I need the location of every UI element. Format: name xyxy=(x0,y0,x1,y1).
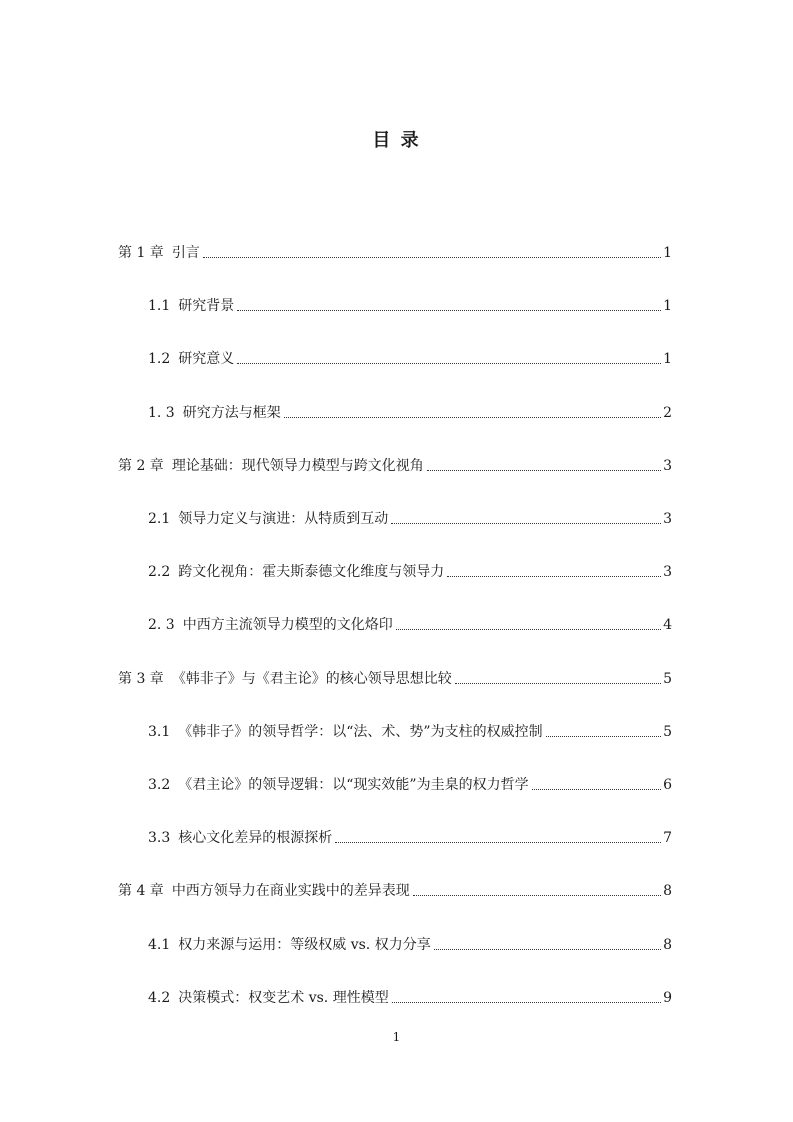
dot-leader xyxy=(396,628,661,630)
dot-leader xyxy=(434,948,661,950)
entry-title: 领导力定义与演进：从特质到互动 xyxy=(178,511,389,527)
dot-leader xyxy=(392,1001,661,1003)
toc-section-entry[interactable] xyxy=(148,612,672,634)
entry-page-number: 8 xyxy=(663,883,672,899)
toc-section-entry[interactable] xyxy=(148,400,672,422)
entry-page-number: 3 xyxy=(663,458,672,474)
entry-page-number: 8 xyxy=(663,937,672,953)
entry-number: 第 1 章 xyxy=(118,245,164,261)
entry-title: 跨文化视角：霍夫斯泰德文化维度与领导力 xyxy=(178,564,445,580)
dot-leader xyxy=(237,309,661,311)
entry-number: 第 3 章 xyxy=(118,671,164,687)
entry-page-number: 3 xyxy=(663,564,672,580)
entry-number: 4.2 xyxy=(148,990,171,1006)
dot-leader xyxy=(203,256,661,258)
entry-title: 《韩非子》的领导哲学：以“法、术、势”为支柱的权威控制 xyxy=(178,724,543,740)
entry-page-number: 3 xyxy=(663,511,672,527)
dot-leader xyxy=(455,682,661,684)
toc-section-entry[interactable] xyxy=(148,932,672,954)
entry-number: 1.2 xyxy=(148,351,171,367)
dot-leader xyxy=(391,522,661,524)
page-number: 1 xyxy=(392,1030,401,1044)
dot-leader xyxy=(413,894,661,896)
entry-number: 第 4 章 xyxy=(118,883,164,899)
toc-section-entry[interactable] xyxy=(148,719,672,741)
entry-page-number: 4 xyxy=(663,617,672,633)
toc-chapter-entry[interactable] xyxy=(118,878,672,900)
entry-title: 引言 xyxy=(171,245,200,261)
toc-section-entry[interactable] xyxy=(148,346,672,368)
dot-leader xyxy=(532,788,661,790)
entry-page-number: 9 xyxy=(663,990,672,1006)
entry-page-number: 1 xyxy=(663,298,672,314)
entry-title: 理论基础：现代领导力模型与跨文化视角 xyxy=(171,458,424,474)
dot-leader xyxy=(335,841,661,843)
entry-page-number: 6 xyxy=(663,777,672,793)
entry-number: 2.1 xyxy=(148,511,171,527)
entry-title: 《君主论》的领导逻辑：以“现实效能”为圭臬的权力哲学 xyxy=(178,777,529,793)
entry-title: 《韩非子》与《君主论》的核心领导思想比较 xyxy=(171,671,452,687)
entry-page-number: 5 xyxy=(663,671,672,687)
toc-section-entry[interactable] xyxy=(148,825,672,847)
entry-title: 权力来源与运用：等级权威 vs. 权力分享 xyxy=(178,937,431,953)
entry-number: 3.2 xyxy=(148,777,171,793)
entry-title: 决策模式：权变艺术 vs. 理性模型 xyxy=(178,990,389,1006)
toc-section-entry[interactable] xyxy=(148,506,672,528)
dot-leader xyxy=(237,362,661,364)
entry-page-number: 2 xyxy=(663,405,672,421)
entry-title: 中西方主流领导力模型的文化烙印 xyxy=(182,617,393,633)
entry-number: 1. 3 xyxy=(148,405,175,421)
entry-page-number: 1 xyxy=(663,245,672,261)
dot-leader xyxy=(447,575,661,577)
entry-page-number: 7 xyxy=(663,830,672,846)
page-title: 目 录 xyxy=(372,130,421,151)
toc-section-entry[interactable] xyxy=(148,772,672,794)
toc-section-entry[interactable] xyxy=(148,985,672,1007)
entry-number: 3.1 xyxy=(148,724,171,740)
toc-section-entry[interactable] xyxy=(148,293,672,315)
toc-section-entry[interactable] xyxy=(148,559,672,581)
entry-page-number: 1 xyxy=(663,351,672,367)
entry-number: 2.2 xyxy=(148,564,171,580)
dot-leader xyxy=(284,416,661,418)
toc-chapter-entry[interactable] xyxy=(118,666,672,688)
toc-chapter-entry[interactable] xyxy=(118,453,672,475)
entry-number: 2. 3 xyxy=(148,617,175,633)
entry-title: 研究背景 xyxy=(178,298,235,314)
entry-number: 3.3 xyxy=(148,830,171,846)
toc-chapter-entry[interactable] xyxy=(118,240,672,262)
entry-title: 研究方法与框架 xyxy=(182,405,281,421)
dot-leader xyxy=(546,735,661,737)
dot-leader xyxy=(427,469,661,471)
entry-title: 中西方领导力在商业实践中的差异表现 xyxy=(171,883,410,899)
entry-number: 1.1 xyxy=(148,298,171,314)
entry-title: 核心文化差异的根源探析 xyxy=(178,830,333,846)
entry-page-number: 5 xyxy=(663,724,672,740)
entry-number: 第 2 章 xyxy=(118,458,164,474)
entry-number: 4.1 xyxy=(148,937,171,953)
entry-title: 研究意义 xyxy=(178,351,235,367)
